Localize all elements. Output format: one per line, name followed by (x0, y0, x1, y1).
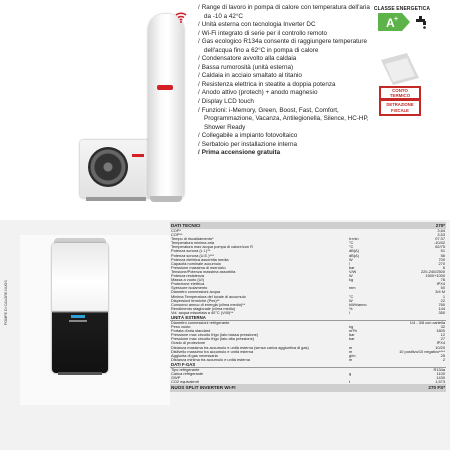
cell-value: 700 (438, 257, 445, 262)
cell-unit: m (349, 357, 353, 362)
cell-label: COP* (171, 229, 181, 233)
badge-line-1: CONTO (392, 88, 408, 93)
cell-value: 10 positivo/10 negativo**** (399, 349, 445, 354)
cell-label: Grado di protezione (171, 341, 206, 346)
cell-value: 25 (440, 353, 445, 358)
cell-unit: kg (349, 325, 354, 330)
feature-text: Caldaia in acciaio smaltato al titanio (201, 72, 302, 80)
cell-unit: l (349, 261, 350, 266)
cell-label: DATI TECNICI (170, 222, 348, 229)
cell-label: Portata d'aria standard (171, 329, 211, 334)
badge-line-4: FISCALE (391, 108, 409, 113)
cell-unit: bar (349, 337, 355, 342)
indoor-unit-label (69, 320, 87, 322)
cell-label: NUOS SPLIT INVERTER WI-FI (170, 384, 348, 392)
cell-label: Capacità nominale accumulo (171, 261, 221, 266)
water-tap-icon (415, 15, 428, 30)
feature-item (198, 30, 373, 39)
cell-value: 220-240/2500 (420, 269, 445, 274)
feature-item (198, 107, 373, 133)
cell-unit: dB(A) (349, 249, 359, 254)
feature-item (198, 149, 373, 158)
feature-item (198, 98, 373, 107)
feature-text: Prima accensione gratuita (201, 149, 281, 157)
water-heater-tank-image (148, 14, 184, 199)
cell-value: 76 (440, 278, 445, 283)
cell-unit: °C (349, 241, 354, 246)
cell-value: 270* (380, 222, 446, 229)
badge-line-3: DETRAZIONE (386, 102, 414, 107)
cell-label: Pressione max circuito frigo (lato bassa pressione) (171, 333, 259, 338)
cell-label: Pressione massima di esercizio (171, 265, 226, 270)
indoor-unit-image (52, 243, 108, 373)
cell-unit (348, 384, 380, 392)
feature-item (198, 89, 373, 98)
cell-value: 1430 (436, 376, 445, 381)
wifi-icon (174, 10, 188, 24)
feature-item (198, 4, 373, 21)
cell-unit: m³/h (349, 329, 357, 334)
cell-unit: h:min (349, 237, 359, 242)
feature-text: Condensatore avvolto alla caldaia (201, 55, 297, 63)
cell-label: Peso vuoto (171, 325, 191, 330)
cell-label: GWP (171, 376, 181, 381)
cell-value: 10/20 (435, 345, 445, 350)
cell-label: Potenza sonora (L.I.)** (171, 249, 211, 254)
cell-label: CO2 equivalenti (171, 380, 199, 385)
energy-class-title: CLASSE ENERGETICA (373, 6, 431, 12)
cell-label: COP** (171, 233, 183, 238)
feature-text: Range di lavoro in pompa di calore con temperatura dell'aria da -10 a 42°C (201, 4, 370, 20)
cell-value: 1,573 (435, 380, 445, 385)
feature-bullet: / (198, 38, 200, 46)
feature-bullet: / (198, 149, 200, 157)
cell-unit: bar (349, 265, 355, 270)
feature-bullet: / (198, 140, 200, 148)
feature-text: Gas ecologico R134a consente di raggiungere temperature dell'acqua fino a 62°C in pompa di calore (201, 38, 367, 54)
cell-label: Dislivello massimo tra accumulo e unità esterna (171, 349, 254, 354)
cell-label: Dispersioni termiche (Pes)** (171, 298, 220, 303)
cell-value: -10/42 (433, 241, 445, 246)
energy-class-label (378, 13, 410, 31)
feature-text: Display LCD touch (201, 98, 254, 106)
feature-bullet: / (198, 21, 200, 29)
cell-value: 270 (438, 261, 445, 266)
cell-label: Pressione max circuito frigo (lato alta pressione) (171, 337, 255, 342)
feature-bullet: / (198, 29, 200, 37)
feature-text: Bassa rumorosità (unità esterna) (201, 63, 294, 71)
cell-value: 3,53 (437, 233, 445, 238)
cell-label: Diametro connessioni refrigerante (171, 320, 230, 325)
cell-label: Potenza elettrica assorbita media (171, 257, 229, 262)
tank-logo (157, 85, 173, 90)
feature-bullet: / (198, 72, 200, 80)
cell-label: Potenza sonora (U.E.)*** (171, 253, 215, 258)
indoor-unit-display (71, 315, 85, 318)
cell-value: IPX4 (436, 341, 445, 346)
cell-value: 270 FS* (380, 384, 446, 392)
feature-bullet: / (198, 80, 200, 88)
cell-label: Temperatura minima aria (171, 241, 215, 246)
cell-label: Spessore isolamento (171, 286, 208, 291)
cell-label: Distanza minima tra accumulo e unità esterna (171, 357, 250, 362)
cell-unit: W (349, 257, 353, 262)
cell-value: 56 (440, 253, 445, 258)
feature-item (198, 38, 373, 55)
cell-value: 50 (440, 286, 445, 291)
cell-value: 6 (442, 265, 445, 270)
feature-item (198, 21, 373, 30)
badge-line-2: TERMICO (389, 93, 411, 98)
cell-value: 12 (440, 333, 445, 338)
cell-unit: mm (349, 286, 356, 291)
cell-value: 51 (440, 249, 445, 254)
feature-text: Funzioni: i-Memory, Green, Boost, Fast, Comfort, Programmazione, Vacanza, Antilegionella, Silence, HC-HP, Shower Ready (201, 106, 369, 131)
feature-list (198, 4, 373, 158)
cell-unit: kg (349, 278, 354, 283)
feature-text: Anodo attivo (protech) + anodo magnesio (201, 89, 318, 97)
cell-unit: g/m (349, 353, 356, 358)
cell-label: DATI F-GAS (170, 362, 348, 368)
cell-label: Consumo annuo di energia (clima medio)** (171, 302, 246, 307)
table-body (170, 222, 446, 392)
cell-unit: W (349, 274, 353, 279)
table-header (170, 222, 446, 229)
cell-label: Tempo di riscaldamento* (171, 237, 214, 242)
cell-unit: kWh/anno (349, 302, 367, 307)
cell-label: Carica refrigerante (171, 372, 204, 376)
feature-item (198, 55, 373, 64)
feature-item (198, 132, 373, 141)
cell-label: Tensione/Potenza massima assorbita (171, 269, 236, 274)
feature-text: Unità esterna con tecnologia Inverter DC (201, 21, 316, 29)
cell-unit: m (349, 345, 353, 350)
feature-item (198, 141, 373, 150)
tank-base (150, 196, 182, 202)
cell-value: 3,64 (437, 229, 445, 233)
cell-label: Minima Temperatura del locale di accumulo (171, 294, 246, 299)
feature-item (198, 64, 373, 73)
cell-value: 3/4 M (435, 290, 445, 295)
technical-data-table (170, 222, 446, 392)
cell-unit: °C (349, 245, 354, 250)
cell-value: R134a (433, 367, 445, 372)
cell-unit: dB(A) (349, 253, 359, 258)
feature-bullet: / (198, 132, 200, 140)
cell-value: 32 (440, 325, 445, 330)
cell-value: 1500+1000 (425, 274, 445, 279)
feature-bullet: / (198, 4, 200, 11)
feature-bullet: / (198, 89, 200, 97)
cell-value: 1 (442, 294, 445, 299)
cell-label: Distanza massima tra accumulo e unità esterna (senza carica aggiuntiva di gas) (171, 345, 309, 350)
cell-unit: t (349, 380, 351, 385)
cell-label: Vol. acqua miscelata a 40°C (V40)** (171, 310, 234, 315)
conto-termico-badge (377, 50, 423, 118)
feature-text: Resistenza elettrica in steatite a doppia potenza (201, 80, 336, 88)
cell-value: 1/4 - 3/8 con cartella (409, 320, 445, 325)
cell-unit: W (349, 298, 353, 303)
cell-label: Aggiunta di gas necessaria (171, 353, 218, 358)
cell-unit (348, 222, 380, 229)
feature-text: Wi-Fi integrato di serie per il controllo remoto (201, 29, 328, 37)
cell-value: 1800 (436, 329, 445, 334)
cell-label: Rendimento stagionale (clima medio) (171, 306, 236, 311)
cell-unit: °C (349, 294, 354, 299)
outdoor-unit-feet (86, 197, 146, 201)
outdoor-unit-logo (132, 154, 144, 157)
indoor-unit-feet (58, 372, 102, 375)
cell-unit: g (349, 372, 352, 376)
cell-value: 2 (442, 357, 445, 362)
cell-value: 760 (438, 302, 445, 307)
cell-label: Protezione elettrica (171, 282, 205, 287)
cell-value: 27 (440, 337, 445, 342)
cell-value: 07:37 (435, 237, 445, 242)
feature-bullet: / (198, 63, 200, 71)
outdoor-unit-fan (88, 147, 128, 187)
feature-bullet: / (198, 106, 200, 114)
feature-item (198, 81, 373, 90)
cell-label: UNITÀ ESTERNA (170, 315, 348, 321)
cell-value: 62/75 (435, 245, 445, 250)
cell-label: Temperatura max acqua pompa di calore/con R (171, 245, 253, 250)
cell-value: 144 (438, 306, 445, 311)
feature-text: Serbatoio per installazione interna (201, 140, 297, 148)
cell-label: Tipo refrigerante (171, 367, 200, 372)
cell-label: Massa a vuoto (UI) (171, 278, 204, 283)
cell-unit: % (349, 306, 353, 311)
cell-label: Potenza resistenza (171, 274, 205, 279)
feature-text: Collegabile a impianto fotovoltaico (201, 132, 298, 140)
feature-bullet: / (198, 98, 200, 106)
cell-unit: bar (349, 333, 355, 338)
cell-value: 1100 (436, 372, 445, 376)
feature-bullet: / (198, 55, 200, 63)
cell-unit: V/W (349, 269, 357, 274)
side-label: POMPE DI CALORE NUOS (4, 280, 8, 325)
cell-value: 22 (440, 298, 445, 303)
feature-item (198, 72, 373, 81)
cell-unit: l (349, 310, 350, 315)
cell-value: IPX4 (436, 282, 445, 287)
cell-label: Diametro connessioni acqua (171, 290, 221, 295)
energy-class-letter: A (386, 16, 395, 30)
table-footer (170, 384, 446, 392)
cell-value: 350 (438, 310, 445, 315)
cell-unit: m (349, 349, 353, 354)
energy-class-plus: + (394, 16, 399, 23)
